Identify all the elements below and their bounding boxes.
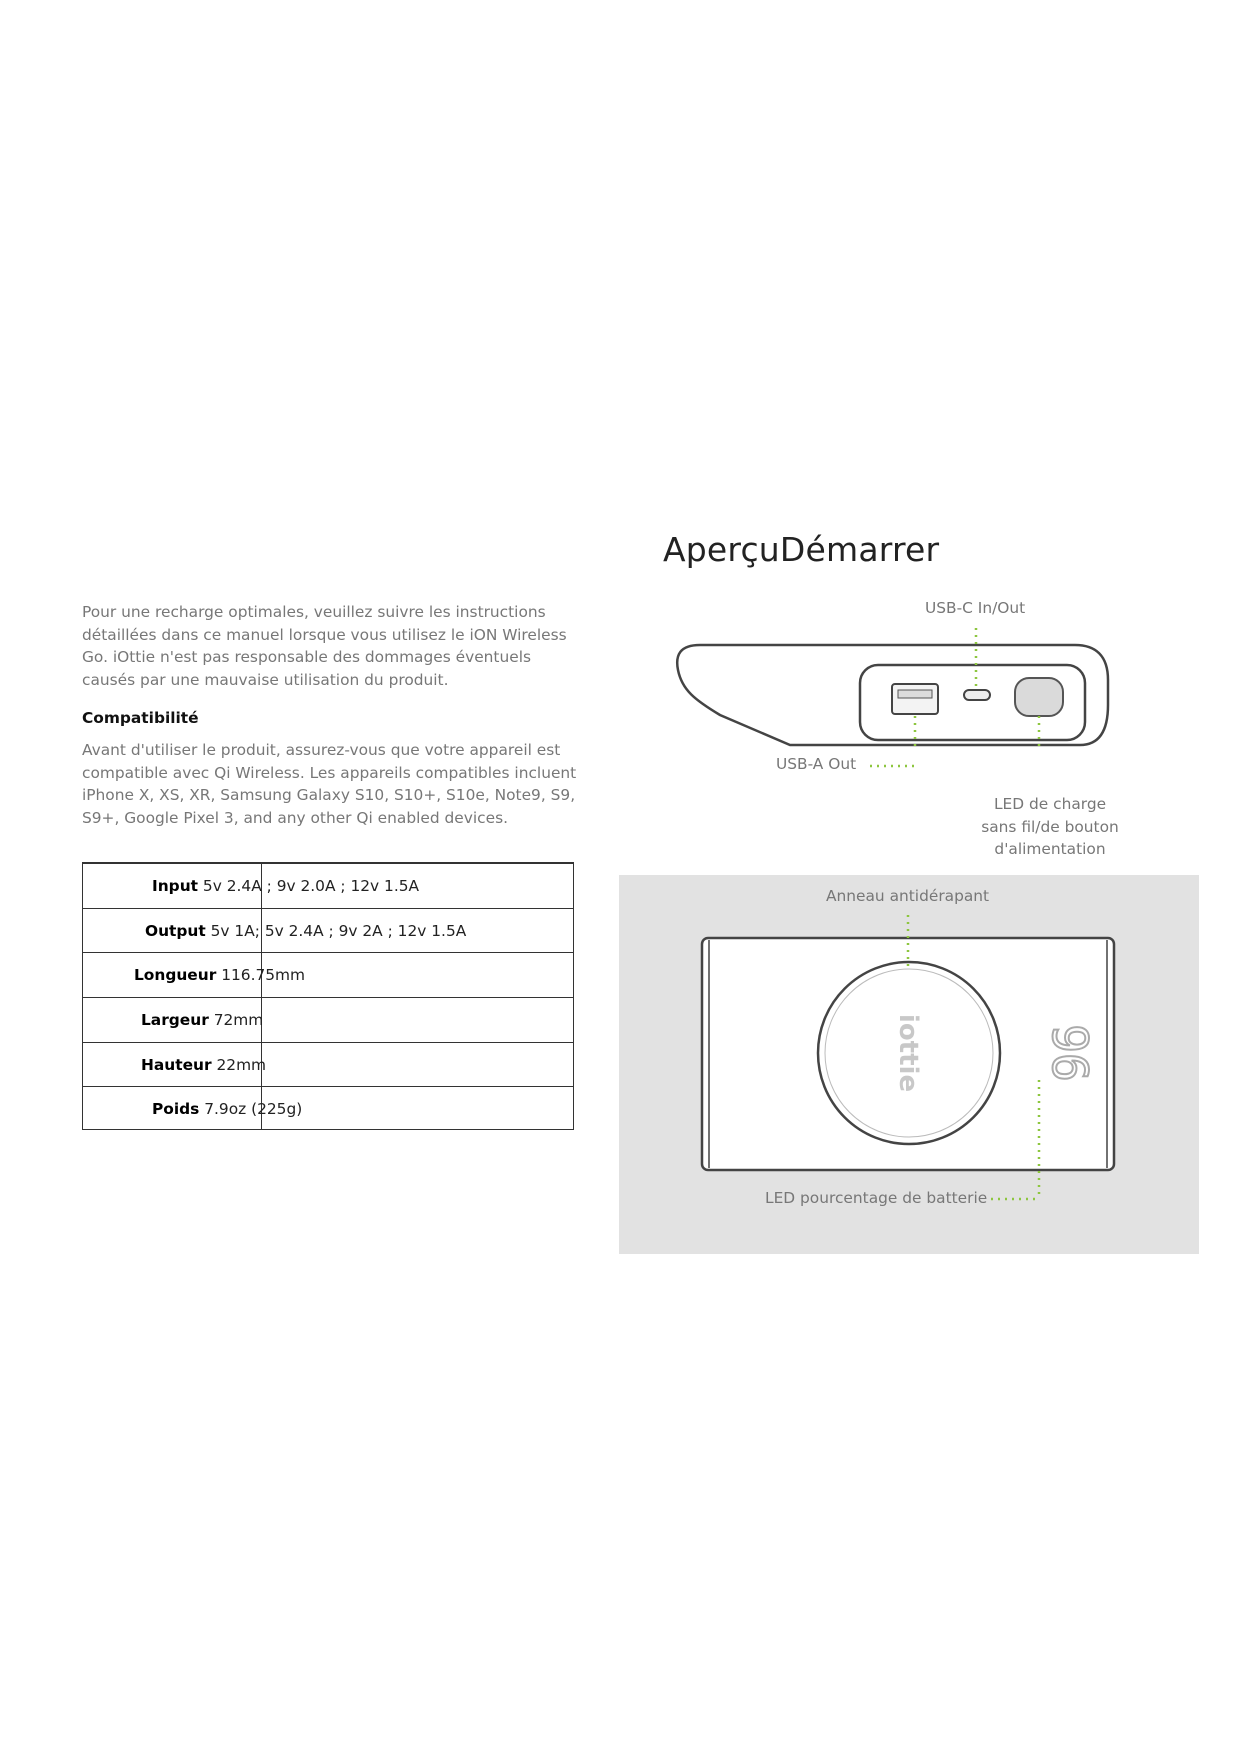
spec-value: 5v 2.4A ; 9v 2.0A ; 12v 1.5A [202, 877, 420, 895]
spec-label: Longueur [134, 966, 217, 985]
led-charge-line: sans fil/de bouton [981, 817, 1119, 836]
specifications-table [82, 862, 574, 1130]
top-view-panel [619, 875, 1199, 1254]
spec-row-length [83, 952, 573, 997]
usb-a-port [892, 684, 938, 714]
compatibility-heading: Compatibilité [82, 709, 199, 727]
spec-label: Hauteur [141, 1055, 212, 1074]
led-charge-line: d'alimentation [994, 840, 1106, 858]
usb-a-horizontal-leader [868, 762, 918, 770]
led-charge-label [970, 793, 1130, 861]
spec-value: 7.9oz (225g) [204, 1100, 303, 1119]
spec-row-width [83, 997, 573, 1042]
spec-label: Largeur [141, 1011, 209, 1029]
spec-row-output [83, 908, 573, 953]
led-charge-line: LED de charge [993, 795, 1107, 813]
page-title: AperçuDémarrer [663, 530, 940, 569]
power-bank-side-illustration [670, 620, 1120, 750]
compatibility-paragraph: Avant d'utiliser le produit, assurez-vous que votre appareil est compatible avec Qi Wireless. Les appareils compatibles incluent iPhone X, XS, XR, Samsung Galaxy S10, S10+, S10e, Note9, S9, S9+, Google Pixel 3, and any other Qi enabled devices. [82, 741, 577, 827]
spec-value: 22mm [216, 1055, 267, 1074]
spec-row-input [83, 863, 573, 908]
battery-led-label: LED pourcentage de batterie [765, 1189, 988, 1207]
spec-label: Poids [152, 1100, 200, 1119]
spec-value: 5v 1A; 5v 2.4A ; 9v 2A ; 12v 1.5A [210, 921, 467, 940]
spec-row-height [83, 1042, 573, 1087]
usb-a-label: USB-A Out [776, 755, 857, 773]
iottie-logo: iottie [893, 1013, 923, 1093]
ring-label: Anneau antidérapant [826, 887, 990, 905]
spec-label: Input [152, 877, 199, 895]
spec-label: Output [145, 921, 206, 940]
usb-c-label: USB-C In/Out [925, 599, 1026, 617]
intro-paragraph: Pour une recharge optimales, veuillez suivre les instructions détaillées dans ce manuel lorsque vous utilisez le iON Wireless Go. iOttie n'est pas responsable des dommages éventuels causés par une mauvaise utilisation du produit. [82, 603, 567, 689]
power-button [1015, 678, 1063, 716]
spec-value: 72mm [213, 1011, 264, 1029]
spec-row-weight [83, 1086, 573, 1131]
usb-a-port-tongue [898, 690, 932, 698]
usb-c-port [964, 690, 990, 700]
battery-percentage-display: 96 [1041, 1024, 1097, 1082]
spec-value: 116.75mm [221, 966, 306, 985]
